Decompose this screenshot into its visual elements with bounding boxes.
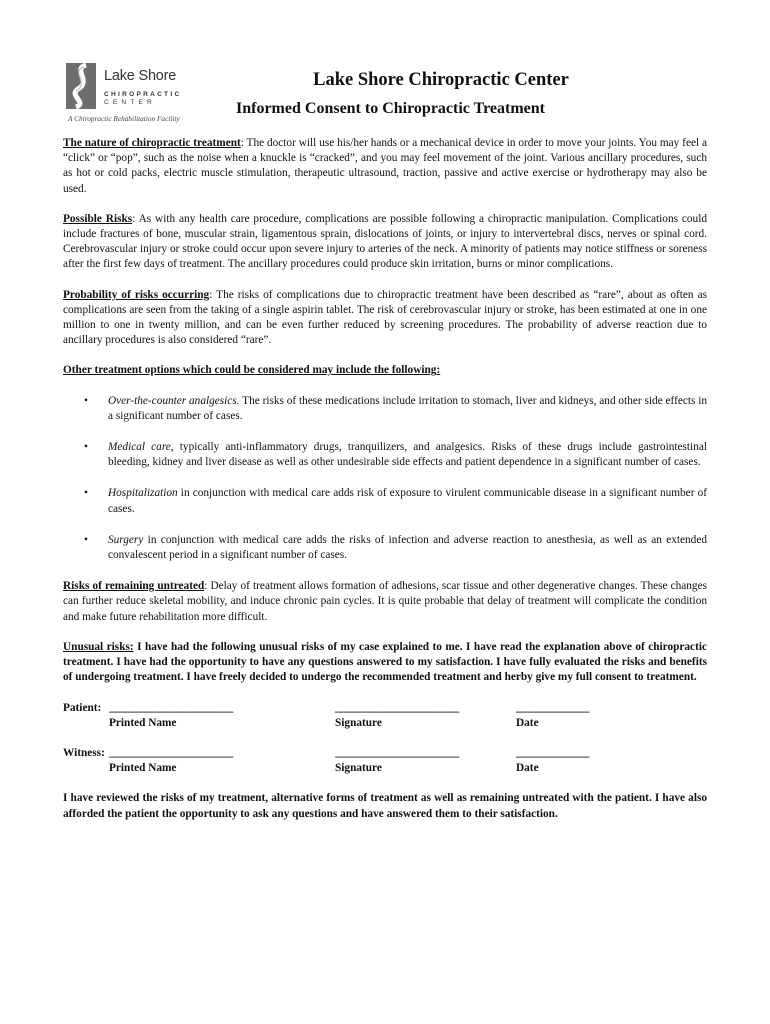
document-subtitle (0, 101, 770, 116)
document-title (0, 70, 770, 90)
untreated-heading: Risks of remaining untreated (63, 580, 205, 593)
option-text: The risks of these medications include irritation to stomach, liver and kidneys, and other side effects in a significant number of cases. (108, 394, 708, 422)
nature-paragraph (63, 136, 707, 197)
option-text: in conjunction with medical care adds risk of exposure to virulent communicable disease in a significant number of cases. (108, 487, 707, 515)
logo-tagline: A Chiropractic Rehabilitation Facility (68, 114, 180, 123)
patient-label: Patient: (63, 702, 102, 715)
list-item (63, 486, 707, 516)
logo-name: Lake Shore (104, 68, 177, 84)
bullet-icon: • (84, 394, 88, 407)
patient-date-field[interactable]: _____________ (516, 702, 590, 715)
witness-printed-name-field[interactable]: ______________________ (109, 747, 234, 760)
bullet-icon: • (84, 533, 88, 546)
option-term: Hospitalization (108, 487, 178, 500)
unusual-risks-paragraph (63, 640, 707, 686)
list-item (63, 394, 707, 424)
untreated-paragraph (63, 579, 707, 625)
logo-subtitle-chiropractic: CHIROPRACTIC (104, 91, 182, 98)
list-item (63, 533, 707, 563)
other-options-heading-text: Other treatment options which could be considered may include the following (63, 364, 437, 377)
treatment-options-list (63, 394, 707, 564)
patient-printed-name-field[interactable]: ______________________ (109, 702, 234, 715)
witness-date-caption: Date (516, 762, 539, 775)
witness-printed-name-caption: Printed Name (109, 762, 177, 775)
probability-text: : The risks of complications due to chiropractic treatment have been described as “rare”, about as often as complications are seen from the taking of a single aspirin tablet. The risk of cerebrovascular injury or stroke, has been estimated at one in one million to one in twenty million, and can be even further reduced by screening procedures. The probability of adverse reaction due to ancillary procedures is also considered “rare”. (63, 288, 707, 347)
probability-paragraph (63, 288, 707, 349)
witness-date-field[interactable]: _____________ (516, 747, 590, 760)
option-term: Surgery (108, 533, 144, 546)
risks-text: : As with any health care procedure, complications are possible following a chiropractic manipulation. Complications could include fractures of bone, muscular strain, ligamentous sprain, dislocations of joints, or injury to intervertebral discs, nerves or spinal cord. Cerebrovascular injury or stroke could occur upon severe injury to arteries of the neck. A minority of patients may notice stiffness or soreness after the first few days of treatment. The ancillary procedures could produce skin irritation, burns or minor complications. (63, 212, 707, 271)
patient-signature-caption: Signature (335, 717, 382, 730)
other-options-heading (63, 363, 707, 378)
patient-signature-block (63, 701, 707, 746)
option-text: typically anti-inflammatory drugs, tranquilizers, and analgesics. Risks of these drugs include gastrointestinal bleeding, kidney and liver disease as well as other undesirable side effects and patient dependence in a significant number of cases. (108, 441, 707, 469)
witness-signature-caption: Signature (335, 762, 382, 775)
nature-heading: The nature of chiropractic treatment (63, 137, 241, 149)
unusual-risks-text: I have had the following unusual risks of my case explained to me. I have read the explanation above of chiropractic treatment. I have had the opportunity to have any questions answered to my satisfaction. I have fully evaluated the risks and benefits of undergoing treatment. I have freely decided to undergo the recommended treatment and herby give my full consent to treatment. (63, 640, 707, 684)
bullet-icon: • (84, 441, 88, 454)
doctor-attestation: I have reviewed the risks of my treatment, alternative forms of treatment as well as remaining untreated with the patient. I have also afforded the patient the opportunity to ask any questions and have answered them to their satisfaction. (63, 792, 707, 820)
unusual-risks-heading: Unusual risks: (63, 640, 134, 653)
document-body (63, 136, 707, 833)
option-term: Over-the-counter analgesics. (108, 394, 240, 407)
patient-signature-field[interactable]: ______________________ (335, 702, 460, 715)
probability-heading: Probability of risks occurring (63, 288, 210, 301)
option-term: Medical care, (108, 441, 174, 454)
patient-printed-name-caption: Printed Name (109, 717, 177, 730)
document-title-text: Lake Shore Chiropractic Center (313, 70, 569, 90)
patient-date-caption: Date (516, 717, 539, 730)
witness-label: Witness: (63, 747, 105, 760)
witness-signature-block (63, 746, 707, 791)
witness-signature-field[interactable]: ______________________ (335, 747, 460, 760)
document-subtitle-text: Informed Consent to Chiropractic Treatment (236, 100, 545, 117)
nature-text: : The doctor will use his/her hands or a mechanical device in order to move your joints. You may feel a “click” or “pop”, such as the noise when a knuckle is “cracked”, and you may feel movement of the joint. Various ancillary procedures, such as hot or cold packs, electric muscle stimulation, therapeutic ultrasound, traction, passive and active exercise or hydrotherapy may also be used. (63, 137, 707, 195)
logo-subtitle-center: CENTER (104, 99, 156, 106)
bullet-icon: • (84, 487, 88, 500)
option-text: in conjunction with medical care adds the risks of infection and adverse reaction to anesthesia, as well as an extended convalescent period in a significant number of cases. (108, 533, 707, 562)
risks-paragraph (63, 212, 707, 273)
other-options-colon: : (436, 364, 441, 377)
list-item (63, 440, 707, 470)
risks-heading: Possible Risks (63, 212, 133, 225)
untreated-text: : Delay of treatment allows formation of adhesions, scar tissue and other degenerative changes. These changes can further reduce skeletal mobility, and induce chronic pain cycles. It is quite probable that delay of treatment will complicate the condition and make future rehabilitation more difficult. (63, 580, 707, 623)
